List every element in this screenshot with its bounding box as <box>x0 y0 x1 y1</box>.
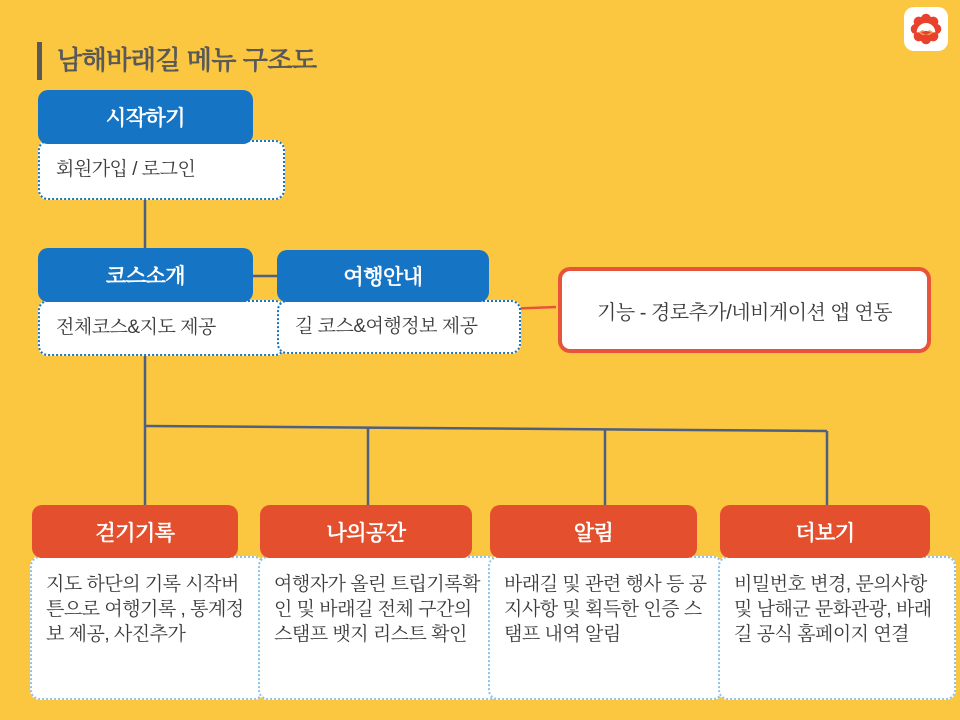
node-notice-desc-text: 바래길 및 관련 행사 등 공지사항 및 획득한 인증 스탬프 내역 알림 <box>504 574 707 646</box>
node-myspace-label: 나의공간 <box>326 521 406 545</box>
node-walklog-desc <box>30 556 264 700</box>
feature-callout <box>558 267 931 353</box>
node-notice-header <box>490 505 697 558</box>
node-more-label: 더보기 <box>795 521 855 545</box>
node-more-header <box>720 505 930 558</box>
node-myspace-desc-text: 여행자가 올린 트립기록확인 및 바래길 전체 구간의 스탬프 뱃지 리스트 확인 <box>274 574 480 646</box>
node-course-label: 코스소개 <box>105 265 186 288</box>
node-course-header <box>38 248 253 302</box>
node-travel-desc-text: 길 코스&여행정보 제공 <box>295 316 478 338</box>
node-more-desc <box>718 556 956 700</box>
node-myspace-header <box>260 505 472 558</box>
feature-callout-text: 기능 - 경로추가/네비게이션 앱 연동 <box>597 301 892 324</box>
node-travel-label: 여행안내 <box>343 266 423 289</box>
page-title: 남해바래길 메뉴 구조도 <box>57 45 317 75</box>
node-start-header <box>38 90 253 144</box>
node-notice-label: 알림 <box>573 521 614 545</box>
node-walklog-desc-text: 지도 하단의 기록 시작버튼으로 여행기록 , 통계정보 제공, 사진추가 <box>46 574 244 646</box>
node-walklog-header <box>32 505 238 558</box>
flower-logo-icon <box>909 12 943 46</box>
node-travel-desc <box>277 300 521 354</box>
node-travel-header <box>277 250 489 302</box>
node-walklog-label: 걷기기록 <box>95 521 175 545</box>
node-notice-desc <box>488 556 723 700</box>
node-more-desc-text: 비밀번호 변경, 문의사항 및 남해군 문화관광, 바래길 공식 홈페이지 연결 <box>734 574 932 646</box>
node-start-desc-text: 회원가입 / 로그인 <box>56 159 196 181</box>
node-start-label: 시작하기 <box>105 107 186 130</box>
node-myspace-desc <box>258 556 498 700</box>
node-course-desc <box>38 300 285 356</box>
app-logo <box>904 7 948 51</box>
node-start-desc <box>38 140 285 200</box>
node-course-desc-text: 전체코스&지도 제공 <box>56 317 216 339</box>
title-accent-bar <box>37 42 42 80</box>
